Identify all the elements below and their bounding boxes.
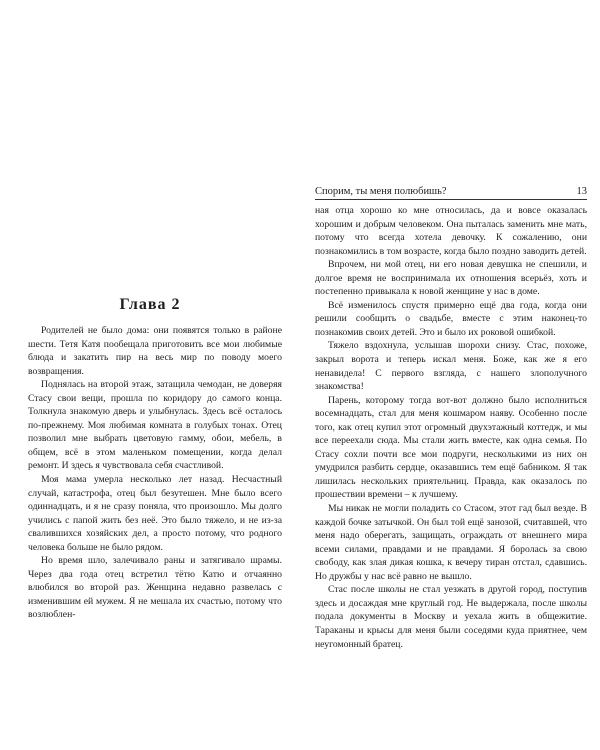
paragraph: Впрочем, ни мой отец, ни его новая девушка не спешили, и долгое время не воспринимала их отношения всерьёз, хоть и постепенно привыкала к новой женщине у нас в доме. <box>315 259 587 298</box>
chapter-title: Глава 2 <box>119 296 181 313</box>
right-text-column <box>315 204 587 651</box>
paragraph: Стас после школы не стал уезжать в другой город, поступив здесь и досаждая мне круглый год. Не выдержала, после школы подала документы в Москву и уехала жить в общежитие. Тараканы и крысы для меня были соседями куда приятнее, чем неугомонный братец. <box>315 584 587 650</box>
paragraph: Но время шло, залечивало раны и затягивало шрамы. Через два года отец встретил тётю Катю и отчаянно влюбился во второй раз. Женщина недавно развелась с изменившим ей мужем. Я не мешала их счастью, потому что возлюблен- <box>28 555 282 621</box>
paragraph: Родителей не было дома: они появятся только в районе шести. Тетя Катя пообещала приготовить все мои любимые блюда и закатить пир на весь мир по поводу моего возвращения. <box>28 325 282 377</box>
left-text-column <box>28 324 282 622</box>
paragraph: Поднялась на второй этаж, затащила чемодан, не доверяя Стасу свои вещи, прошла по коридору до самого конца. Толкнула знакомую дверь и улыбнулась. Здесь всё осталось по-прежнему. Моя любимая комната в голубых тонах. Отец позволил мне выбрать цветовую гамму, обои, мебель, в общем, всё в этом маленьком помещении, когда делал ремонт. И здесь я чувствовала себя счастливой. <box>28 379 282 472</box>
right-page <box>300 0 600 750</box>
running-title: Спорим, ты меня полюбишь? <box>315 186 447 197</box>
paragraph-continuation: ная отца хорошо ко мне относилась, да и вовсе оказалась хорошим и добрым человеком. Она пыталась заменить мне мать, потому что всегда хотела девочку. К сожалению, они познакомились в том возрасте, когда было поздно заводить детей. <box>315 205 587 257</box>
paragraph: Тяжело вздохнула, услышав шорохи снизу. Стас, похоже, закрыл ворота и теперь искал меня. Боже, как же я его ненавидела! С первого взгляда, с нашего злополучного знакомства! <box>315 340 587 393</box>
paragraph: Парень, которому тогда вот-вот должно было исполниться восемнадцать, стал для меня кошмаром наяву. Особенно после того, как отец купил этот огромный двухэтажный коттедж, и мы все переехали сюда. Мы стали жить вместе, как одна семья. По Стасу сохли почти все мои подруги, несколькими из них он умудрился разбить сердце, оказавшись тем ещё бабником. Я так лишилась нескольких приятельниц. Правда, как оказалось по прошествии времени – к лучшему. <box>315 394 587 501</box>
paragraph: Всё изменилось спустя примерно ещё два года, когда они решили сообщить о свадьбе, вместе с этим наконец-то познакомив своих детей. Это и было их роковой ошибкой. <box>315 299 587 338</box>
paragraph: Моя мама умерла несколько лет назад. Несчастный случай, катастрофа, отец был безутешен. Мне было всего одиннадцать, и я не сразу поняла, что произошло. Мы долго учились с папой жить без неё. Это было тяжело, и не из-за свалившихся хозяйских дел, а просто потому, что родного человека больше не было рядом. <box>28 474 282 553</box>
paragraph: Мы никак не могли поладить со Стасом, этот гад был везде. В каждой бочке затычкой. Он был той ещё занозой, считавшей, что меня надо оберегать, защищать, ограждать от внешнего мира всеми силами, правдами и не правдами. Я боролась за свою свободу, как злая дикая кошка, к вечеру тиран отстал, сдавшись. Но дружбы у нас всё равно не вышло. <box>315 503 587 582</box>
running-header <box>315 186 587 200</box>
page-number: 13 <box>576 186 587 197</box>
